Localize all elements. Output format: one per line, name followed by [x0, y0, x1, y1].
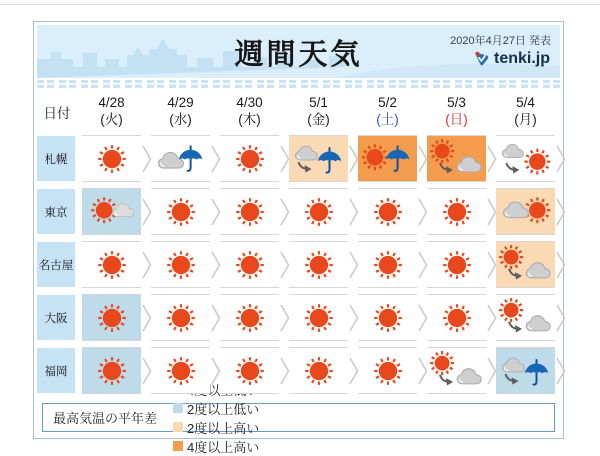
weather-cell — [284, 185, 353, 238]
weather-cell — [77, 132, 146, 185]
chevron-right-icon — [418, 357, 428, 385]
day-weekday: (水) — [169, 111, 192, 127]
weather-cell — [284, 344, 353, 397]
sun-icon — [221, 297, 279, 339]
header-banner — [37, 25, 560, 78]
sun-icon — [290, 244, 348, 286]
weather-box-normal — [82, 241, 141, 288]
chevron-right-icon — [211, 304, 221, 332]
city-cell — [37, 344, 77, 397]
chevron-right-icon — [418, 198, 428, 226]
sun-icon — [290, 191, 348, 233]
legend-swatch-higher2 — [173, 422, 183, 432]
chevron-right-icon — [418, 251, 428, 279]
weather-box-normal — [358, 347, 417, 394]
city-label: 東京 — [37, 189, 75, 234]
sun-icon — [221, 244, 279, 286]
day-header-1 — [146, 91, 215, 132]
chevron-right-icon — [280, 251, 290, 279]
sun-then-cloud-icon — [497, 244, 555, 286]
city-label: 福岡 — [37, 348, 75, 393]
weather-box-normal — [220, 135, 279, 182]
weather-box-normal — [427, 241, 486, 288]
day-weekday: (日) — [445, 111, 468, 127]
day-date: 4/30 — [236, 95, 263, 111]
weather-box-normal — [358, 188, 417, 235]
forecast-table — [37, 91, 560, 397]
sun-icon — [290, 350, 348, 392]
sun-then-cloud-icon — [497, 297, 555, 339]
day-header-6 — [491, 91, 560, 132]
chevron-right-icon — [280, 145, 290, 173]
sun-icon — [83, 244, 141, 286]
weather-cell — [146, 344, 215, 397]
page-title: 週間天気 — [234, 39, 363, 71]
sun-icon — [152, 244, 210, 286]
weather-cell — [353, 185, 422, 238]
sun-icon — [359, 350, 417, 392]
weather-box-normal — [151, 188, 210, 235]
weather-box-normal — [220, 347, 279, 394]
day-date: 5/1 — [309, 95, 328, 111]
weather-box-normal — [151, 241, 210, 288]
weather-cell — [77, 238, 146, 291]
weather-cell — [77, 185, 146, 238]
chevron-right-icon — [487, 198, 497, 226]
sun-icon — [359, 244, 417, 286]
weather-cell — [422, 344, 491, 397]
day-weekday: (月) — [514, 111, 537, 127]
day-date: 5/4 — [516, 95, 535, 111]
legend-label: 2度以上低い — [187, 401, 260, 417]
chevron-right-icon — [487, 145, 497, 173]
cloud-umbrella-icon — [152, 138, 210, 180]
city-label: 大阪 — [37, 295, 75, 340]
day-weekday: (土) — [376, 111, 399, 127]
weather-cell — [215, 291, 284, 344]
day-weekday: (木) — [238, 111, 261, 127]
chevron-right-icon — [211, 198, 221, 226]
weather-cell — [77, 291, 146, 344]
legend-label: 4度以上高い — [187, 439, 260, 455]
day-header-5 — [422, 91, 491, 132]
weather-cell — [422, 132, 491, 185]
legend-label: 2度以上高い — [187, 420, 260, 436]
weather-cell — [284, 291, 353, 344]
city-cell — [37, 238, 77, 291]
weather-cell — [422, 238, 491, 291]
chevron-right-icon — [349, 357, 359, 385]
weather-cell — [422, 185, 491, 238]
day-date: 5/2 — [378, 95, 397, 111]
sun-icon — [152, 350, 210, 392]
weather-cell — [353, 344, 422, 397]
legend-item-lower2 — [173, 399, 259, 418]
chevron-right-icon — [487, 357, 497, 385]
weather-cell — [284, 238, 353, 291]
chevron-right-icon — [142, 145, 152, 173]
weather-cell — [422, 291, 491, 344]
legend-item-higher2 — [173, 418, 259, 437]
sun-icon — [359, 191, 417, 233]
chevron-right-icon — [142, 304, 152, 332]
chevron-right-icon — [280, 357, 290, 385]
weather-cell — [353, 291, 422, 344]
legend-swatch-lower2 — [173, 403, 183, 413]
sun-icon — [428, 191, 486, 233]
chevron-right-icon — [418, 304, 428, 332]
city-cell — [37, 132, 77, 185]
sun-icon — [83, 350, 141, 392]
weather-box-normal — [427, 294, 486, 341]
weather-box-normal — [151, 294, 210, 341]
chevron-right-icon — [211, 357, 221, 385]
date-corner-label: 日付 — [43, 105, 71, 121]
weather-cell — [491, 185, 560, 238]
chevron-right-icon — [556, 198, 566, 226]
chevron-right-icon — [418, 145, 428, 173]
sun-icon — [221, 138, 279, 180]
weather-box-normal — [289, 188, 348, 235]
sun-then-cloud-icon — [428, 350, 486, 392]
weather-box-higher2 — [289, 135, 348, 182]
day-header-3 — [284, 91, 353, 132]
chevron-right-icon — [211, 145, 221, 173]
weather-box-lower2 — [82, 347, 141, 394]
weather-box-lower2 — [496, 347, 555, 394]
weather-cell — [491, 132, 560, 185]
weather-cell — [215, 238, 284, 291]
brand-name: tenki.jp — [493, 50, 550, 67]
brand-lockup — [474, 50, 550, 68]
chevron-right-icon — [280, 304, 290, 332]
city-cell — [37, 291, 77, 344]
legend-item-higher4 — [173, 437, 259, 456]
cloud-then-umbrella-icon — [497, 350, 555, 392]
day-date: 4/28 — [98, 95, 125, 111]
day-weekday: (火) — [100, 111, 123, 127]
weather-box-normal — [427, 188, 486, 235]
weather-box-higher2 — [496, 241, 555, 288]
weather-cell — [77, 344, 146, 397]
weather-cell — [146, 238, 215, 291]
chevron-right-icon — [349, 145, 359, 173]
day-weekday: (金) — [307, 111, 330, 127]
weather-box-normal — [82, 135, 141, 182]
chevron-right-icon — [487, 304, 497, 332]
chevron-right-icon — [487, 251, 497, 279]
sun-icon — [221, 191, 279, 233]
weather-box-normal — [496, 135, 555, 182]
weather-cell — [491, 238, 560, 291]
weather-box-normal — [496, 294, 555, 341]
chevron-right-icon — [280, 198, 290, 226]
city-cell — [37, 185, 77, 238]
cloud-then-sun-icon — [497, 138, 555, 180]
weather-cell — [146, 132, 215, 185]
day-date: 5/3 — [447, 95, 466, 111]
weather-box-normal — [289, 347, 348, 394]
sun-umbrella-icon — [359, 138, 417, 180]
day-header-4 — [353, 91, 422, 132]
sun-then-cloud-icon — [428, 138, 486, 180]
sun-icon — [290, 297, 348, 339]
weekly-weather-card — [33, 21, 564, 455]
sun-icon — [152, 191, 210, 233]
page-top-divider — [0, 4, 600, 5]
cloud-then-umbrella-icon — [290, 138, 348, 180]
legend-bar — [42, 401, 555, 455]
day-header-0 — [77, 91, 146, 132]
weather-cell — [491, 291, 560, 344]
weather-box-normal — [220, 241, 279, 288]
weather-cell — [146, 185, 215, 238]
chevron-right-icon — [556, 357, 566, 385]
chevron-right-icon — [556, 304, 566, 332]
chevron-right-icon — [349, 304, 359, 332]
sun-icon — [428, 297, 486, 339]
weather-cell — [353, 132, 422, 185]
chevron-right-icon — [556, 145, 566, 173]
weather-box-normal — [220, 294, 279, 341]
weather-box-lower2 — [82, 188, 141, 235]
day-header-2 — [215, 91, 284, 132]
sun-icon — [152, 297, 210, 339]
weather-cell — [491, 344, 560, 397]
chevron-right-icon — [556, 251, 566, 279]
weather-box-higher4 — [427, 135, 486, 182]
weather-box-normal — [289, 241, 348, 288]
decorative-strip — [37, 80, 560, 88]
sun-icon — [83, 297, 141, 339]
sun-icon — [83, 138, 141, 180]
legend-title: 最高気温の平年差 — [53, 411, 158, 426]
day-date: 4/29 — [167, 95, 194, 111]
weather-box-higher4 — [358, 135, 417, 182]
weather-box-normal — [220, 188, 279, 235]
weather-box-normal — [151, 135, 210, 182]
weather-box-normal — [358, 241, 417, 288]
weather-box-normal — [289, 294, 348, 341]
weather-box-normal — [358, 294, 417, 341]
weather-cell — [146, 291, 215, 344]
weather-box-higher2 — [496, 188, 555, 235]
chevron-right-icon — [211, 251, 221, 279]
weather-cell — [353, 238, 422, 291]
published-date: 2020年4月27日 発表 — [450, 35, 551, 47]
weather-cell — [215, 344, 284, 397]
tenki-logo-icon — [474, 51, 490, 67]
weather-box-lower2 — [82, 294, 141, 341]
chevron-right-icon — [349, 251, 359, 279]
sun-icon — [359, 297, 417, 339]
chevron-right-icon — [142, 357, 152, 385]
chevron-right-icon — [349, 198, 359, 226]
city-label: 札幌 — [37, 136, 75, 181]
chevron-right-icon — [142, 198, 152, 226]
chevron-right-icon — [142, 251, 152, 279]
sun-cloud-icon — [83, 191, 141, 233]
city-label: 名古屋 — [37, 242, 75, 287]
weather-cell — [284, 132, 353, 185]
weather-box-normal — [427, 347, 486, 394]
weather-cell — [215, 132, 284, 185]
sun-icon — [221, 350, 279, 392]
sun-icon — [428, 244, 486, 286]
cloud-sun-icon — [497, 191, 555, 233]
weather-box-normal — [151, 347, 210, 394]
weather-cell — [215, 185, 284, 238]
